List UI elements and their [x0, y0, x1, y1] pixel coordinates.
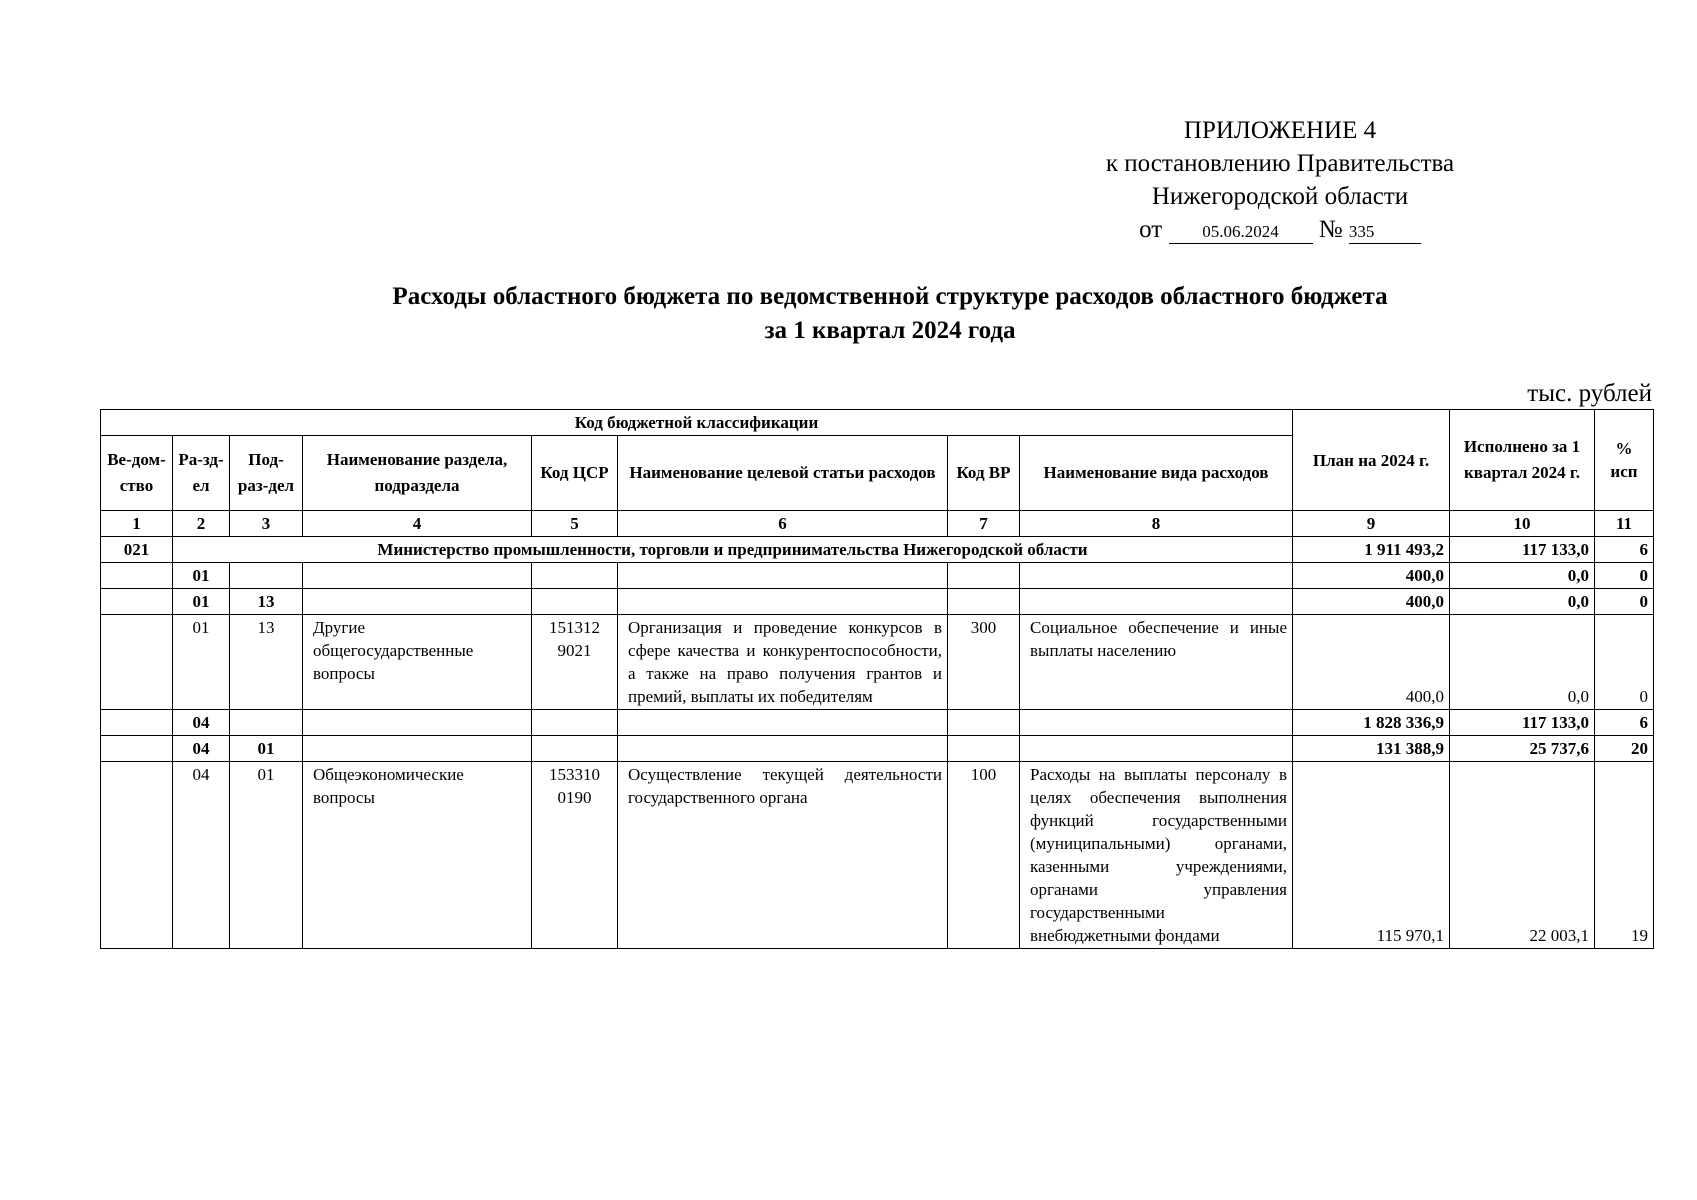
- cell-csr: 151312 9021: [532, 615, 618, 710]
- cell-plan: 400,0: [1293, 563, 1450, 589]
- cell-section-name: Другие общегосударственные вопросы: [303, 615, 532, 710]
- cell-pct: 6: [1595, 537, 1654, 563]
- cell-podrazdel: 13: [230, 615, 303, 710]
- cell-vr-name: Социальное обеспечение и иные выплаты населению: [1020, 615, 1293, 710]
- header-vedomstvo: Ве-дом-ство: [101, 436, 173, 511]
- cell-razdel: 04: [173, 762, 230, 949]
- cell-pct: 0: [1595, 615, 1654, 710]
- cell-vr-name: Расходы на выплаты персоналу в целях обеспечения выполнения функций государственными (муниципальными) органами, казенными учреждениями, органами управления государственными внебюджетными фондами: [1020, 762, 1293, 949]
- resolution-date: 05.06.2024: [1169, 221, 1313, 244]
- cell-pct: 19: [1595, 762, 1654, 949]
- cell-pct: 0: [1595, 589, 1654, 615]
- cell-razdel: 01: [173, 589, 230, 615]
- cell-pct: 6: [1595, 710, 1654, 736]
- header-podrazdel: Под-раз-дел: [230, 436, 303, 511]
- table-row-razdel-04: [101, 710, 1654, 736]
- col-index: 2: [173, 511, 230, 537]
- col-index: 4: [303, 511, 532, 537]
- cell-razdel: 01: [173, 563, 230, 589]
- dept-code: 021: [101, 537, 173, 563]
- budget-table: [100, 409, 1654, 949]
- appendix-line1: к постановлению Правительства: [1105, 150, 1455, 177]
- cell-razdel: 01: [173, 615, 230, 710]
- cell-section-name: Общеэкономические вопросы: [303, 762, 532, 949]
- dept-name: Министерство промышленности, торговли и предпринимательства Нижегородской области: [173, 537, 1293, 563]
- appendix-date-line: [1020, 213, 1540, 246]
- cell-plan: 131 388,9: [1293, 736, 1450, 762]
- cell-vr: 100: [948, 762, 1020, 949]
- table-row-department: [101, 537, 1654, 563]
- resolution-number: 335: [1349, 221, 1421, 244]
- document-title-line2: за 1 квартал 2024 года: [764, 317, 1016, 344]
- cell-done: 117 133,0: [1450, 537, 1595, 563]
- column-index-row: [101, 511, 1654, 537]
- cell-done: 25 737,6: [1450, 736, 1595, 762]
- header-done: Исполнено за 1 квартал 2024 г.: [1450, 410, 1595, 511]
- header-csr-name: Наименование целевой статьи расходов: [618, 436, 948, 511]
- document-title-line1: Расходы областного бюджета по ведомственной структуре расходов областного бюджета: [392, 283, 1388, 310]
- cell-csr: 153310 0190: [532, 762, 618, 949]
- table-row-podrazdel-0401: [101, 736, 1654, 762]
- header-razdel: Ра-зд-ел: [173, 436, 230, 511]
- col-index: 5: [532, 511, 618, 537]
- cell-razdel: 04: [173, 710, 230, 736]
- appendix-header: [1020, 114, 1540, 246]
- number-sign: №: [1318, 216, 1343, 243]
- cell-vr: 300: [948, 615, 1020, 710]
- col-index: 8: [1020, 511, 1293, 537]
- cell-done: 0,0: [1450, 615, 1595, 710]
- cell-done: 0,0: [1450, 563, 1595, 589]
- cell-plan: 115 970,1: [1293, 762, 1450, 949]
- cell-pct: 0: [1595, 563, 1654, 589]
- col-index: 6: [618, 511, 948, 537]
- cell-csr-name: Организация и проведение конкурсов в сфере качества и конкурентоспособности, а также на право получения грантов и премий, выплаты их победителям: [618, 615, 948, 710]
- col-index: 11: [1595, 511, 1654, 537]
- cell-plan: 1 828 336,9: [1293, 710, 1450, 736]
- cell-podrazdel: 13: [230, 589, 303, 615]
- header-section-name: Наименование раздела, подраздела: [303, 436, 532, 511]
- cell-podrazdel: 01: [230, 762, 303, 949]
- header-csr: Код ЦСР: [532, 436, 618, 511]
- date-prefix: от: [1139, 216, 1163, 243]
- cell-podrazdel: 01: [230, 736, 303, 762]
- appendix-title: ПРИЛОЖЕНИЕ 4: [1183, 117, 1377, 144]
- cell-pct: 20: [1595, 736, 1654, 762]
- header-vr-name: Наименование вида расходов: [1020, 436, 1293, 511]
- col-index: 10: [1450, 511, 1595, 537]
- appendix-line2: Нижегородской области: [1151, 183, 1409, 210]
- cell-razdel: 04: [173, 736, 230, 762]
- table-row-podrazdel-0113: [101, 589, 1654, 615]
- header-group: Код бюджетной классификации: [101, 410, 1293, 436]
- cell-done: 0,0: [1450, 589, 1595, 615]
- cell-done: 22 003,1: [1450, 762, 1595, 949]
- header-pct: % исп: [1595, 410, 1654, 511]
- units-label: тыс. рублей: [1527, 380, 1652, 407]
- header-row-group: [101, 410, 1654, 436]
- col-index: 7: [948, 511, 1020, 537]
- cell-plan: 1 911 493,2: [1293, 537, 1450, 563]
- table-row-razdel-01: [101, 563, 1654, 589]
- header-plan: План на 2024 г.: [1293, 410, 1450, 511]
- header-vr: Код ВР: [948, 436, 1020, 511]
- col-index: 1: [101, 511, 173, 537]
- cell-csr-name: Осуществление текущей деятельности государственного органа: [618, 762, 948, 949]
- col-index: 9: [1293, 511, 1450, 537]
- table-row-detail-0401: [101, 762, 1654, 949]
- cell-plan: 400,0: [1293, 615, 1450, 710]
- cell-done: 117 133,0: [1450, 710, 1595, 736]
- document-title: [100, 280, 1680, 348]
- col-index: 3: [230, 511, 303, 537]
- cell-plan: 400,0: [1293, 589, 1450, 615]
- table-row-detail-0113: [101, 615, 1654, 710]
